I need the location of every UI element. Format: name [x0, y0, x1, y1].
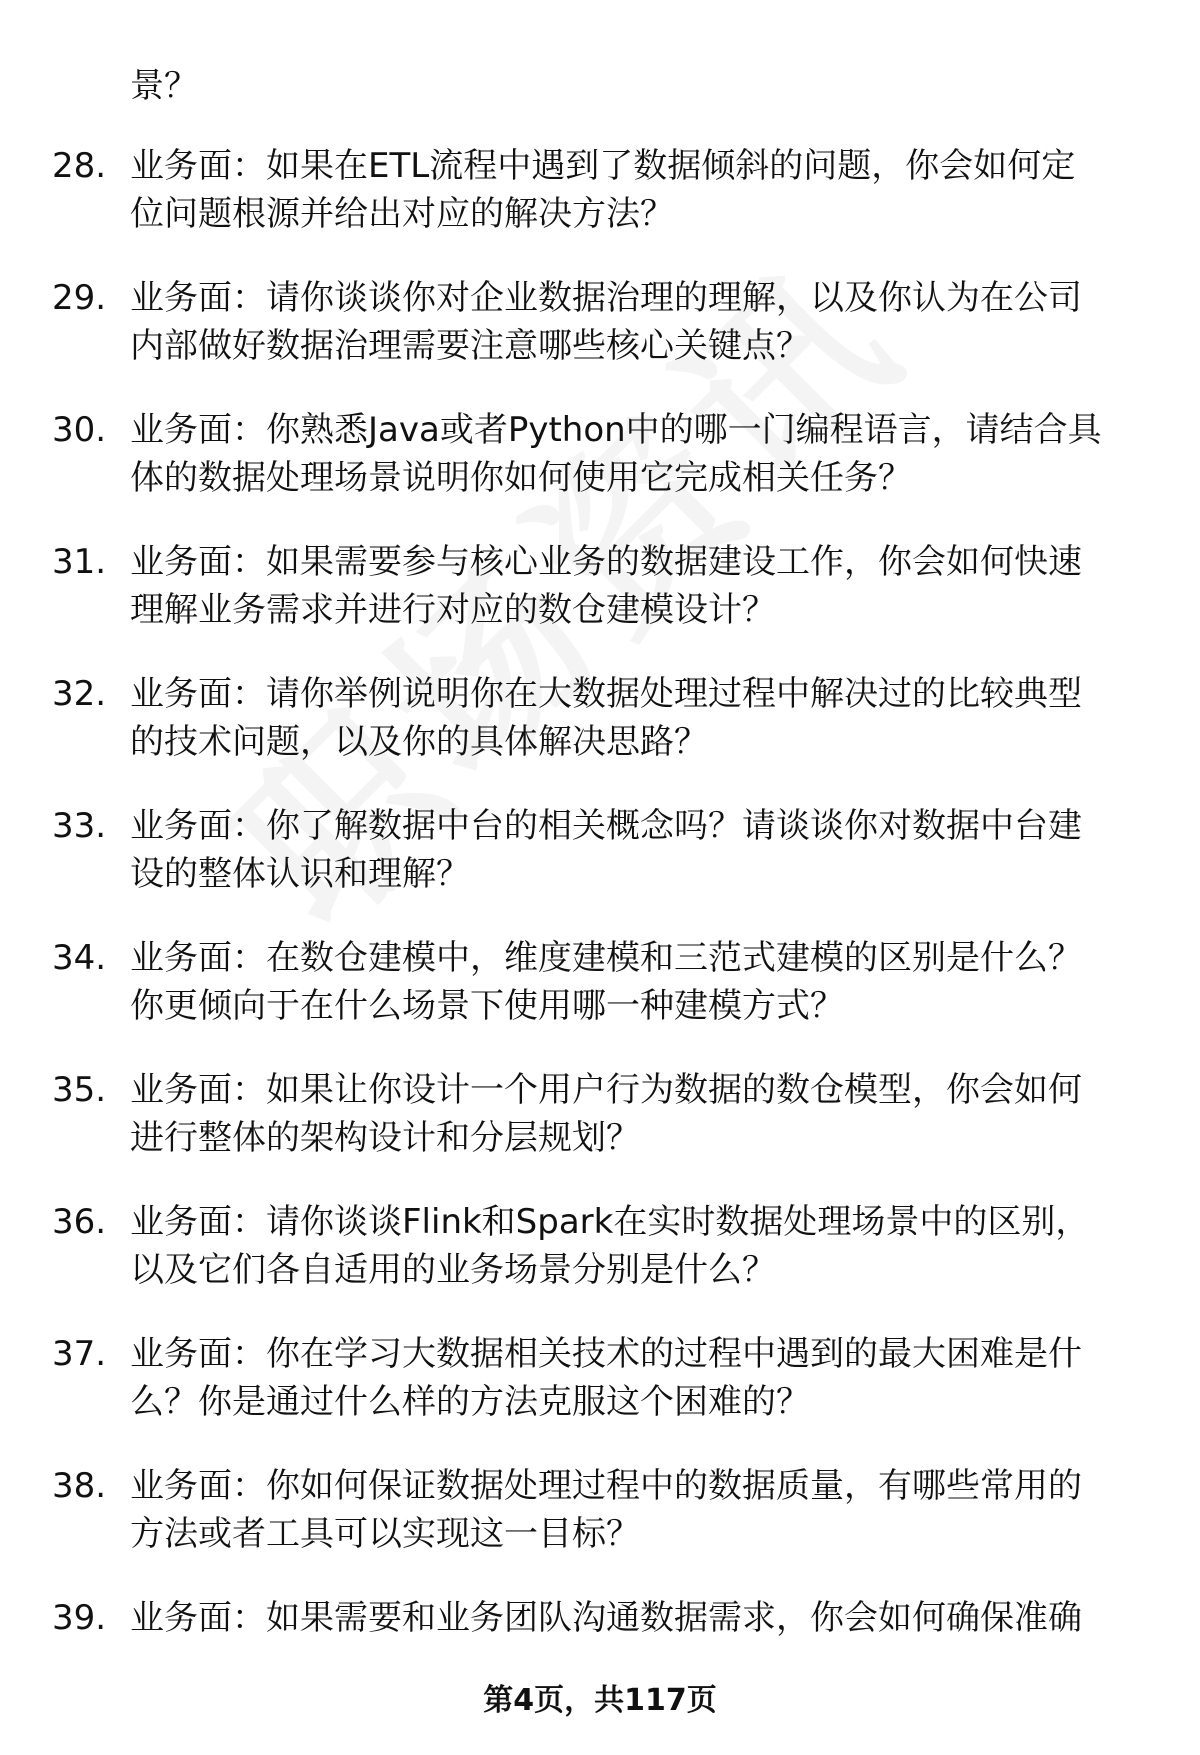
- question-line: 业务面：你熟悉Java或者Python中的哪一门编程语言，请结合具: [130, 410, 1102, 450]
- question-number: 28.: [52, 146, 107, 186]
- question-text: [130, 142, 1155, 238]
- question-number: 36.: [52, 1202, 107, 1242]
- question-line: 业务面：你了解数据中台的相关概念吗？请谈谈你对数据中台建: [130, 806, 1082, 846]
- question-line: 业务面：在数仓建模中，维度建模和三范式建模的区别是什么？: [130, 938, 1082, 978]
- question-number: 37.: [52, 1334, 107, 1374]
- question-number: 31.: [52, 542, 107, 582]
- question-line: 业务面：如果让你设计一个用户行为数据的数仓模型，你会如何: [130, 1070, 1082, 1110]
- question-line: 方法或者工具可以实现这一目标？: [130, 1514, 640, 1554]
- question-text: [130, 538, 1155, 634]
- question-line: 业务面：如果需要参与核心业务的数据建设工作，你会如何快速: [130, 542, 1082, 582]
- continued-question-text: 景？: [130, 66, 198, 106]
- question-text: [130, 1198, 1155, 1294]
- question-text: [130, 274, 1155, 370]
- question-item: [0, 670, 1200, 802]
- question-text: [130, 1594, 1155, 1642]
- question-text: [130, 802, 1155, 898]
- question-list: [0, 142, 1200, 1660]
- question-line: 设的整体认识和理解？: [130, 854, 470, 894]
- question-line: 的技术问题，以及你的具体解决思路？: [130, 722, 708, 762]
- question-text: [130, 1066, 1155, 1162]
- question-text: [130, 1330, 1155, 1426]
- question-line: 业务面：请你谈谈你对企业数据治理的理解，以及你认为在公司: [130, 278, 1082, 318]
- question-item: [0, 1330, 1200, 1462]
- question-text: [130, 934, 1155, 1030]
- question-number: 39.: [52, 1598, 107, 1638]
- question-item: [0, 934, 1200, 1066]
- question-line: 理解业务需求并进行对应的数仓建模设计？: [130, 590, 776, 630]
- question-line: 体的数据处理场景说明你如何使用它完成相关任务？: [130, 458, 912, 498]
- page-footer: [0, 1680, 1200, 1722]
- question-item: [0, 274, 1200, 406]
- question-item: [0, 406, 1200, 538]
- question-item: [0, 802, 1200, 934]
- question-text: [130, 406, 1155, 502]
- question-line: 业务面：你如何保证数据处理过程中的数据质量，有哪些常用的: [130, 1466, 1082, 1506]
- question-line: 业务面：如果需要和业务团队沟通数据需求，你会如何确保准确: [130, 1598, 1082, 1638]
- question-line: 业务面：如果在ETL流程中遇到了数据倾斜的问题，你会如何定: [130, 146, 1076, 186]
- question-item: [0, 1066, 1200, 1198]
- question-line: 以及它们各自适用的业务场景分别是什么？: [130, 1250, 776, 1290]
- question-line: 业务面：请你举例说明你在大数据处理过程中解决过的比较典型: [130, 674, 1082, 714]
- question-text: [130, 1462, 1155, 1558]
- question-item: [0, 538, 1200, 670]
- question-number: 34.: [52, 938, 107, 978]
- question-line: 内部做好数据治理需要注意哪些核心关键点？: [130, 326, 810, 366]
- question-line: 进行整体的架构设计和分层规划？: [130, 1118, 640, 1158]
- question-line: 么？你是通过什么样的方法克服这个困难的？: [130, 1382, 810, 1422]
- question-item: [0, 1198, 1200, 1330]
- question-line: 你更倾向于在什么场景下使用哪一种建模方式？: [130, 986, 844, 1026]
- question-item: [0, 142, 1200, 274]
- question-text: [130, 670, 1155, 766]
- question-line: 业务面：你在学习大数据相关技术的过程中遇到的最大困难是什: [130, 1334, 1082, 1374]
- question-number: 35.: [52, 1070, 107, 1110]
- question-number: 38.: [52, 1466, 107, 1506]
- question-number: 33.: [52, 806, 107, 846]
- question-item: [0, 1462, 1200, 1594]
- page-number-label: 第4页，共117页: [483, 1683, 717, 1718]
- question-line: 位问题根源并给出对应的解决方法？: [130, 194, 674, 234]
- question-number: 29.: [52, 278, 107, 318]
- question-line: 业务面：请你谈谈Flink和Spark在实时数据处理场景中的区别，: [130, 1202, 1090, 1242]
- question-number: 32.: [52, 674, 107, 714]
- question-number: 30.: [52, 410, 107, 450]
- question-item: [0, 1594, 1200, 1660]
